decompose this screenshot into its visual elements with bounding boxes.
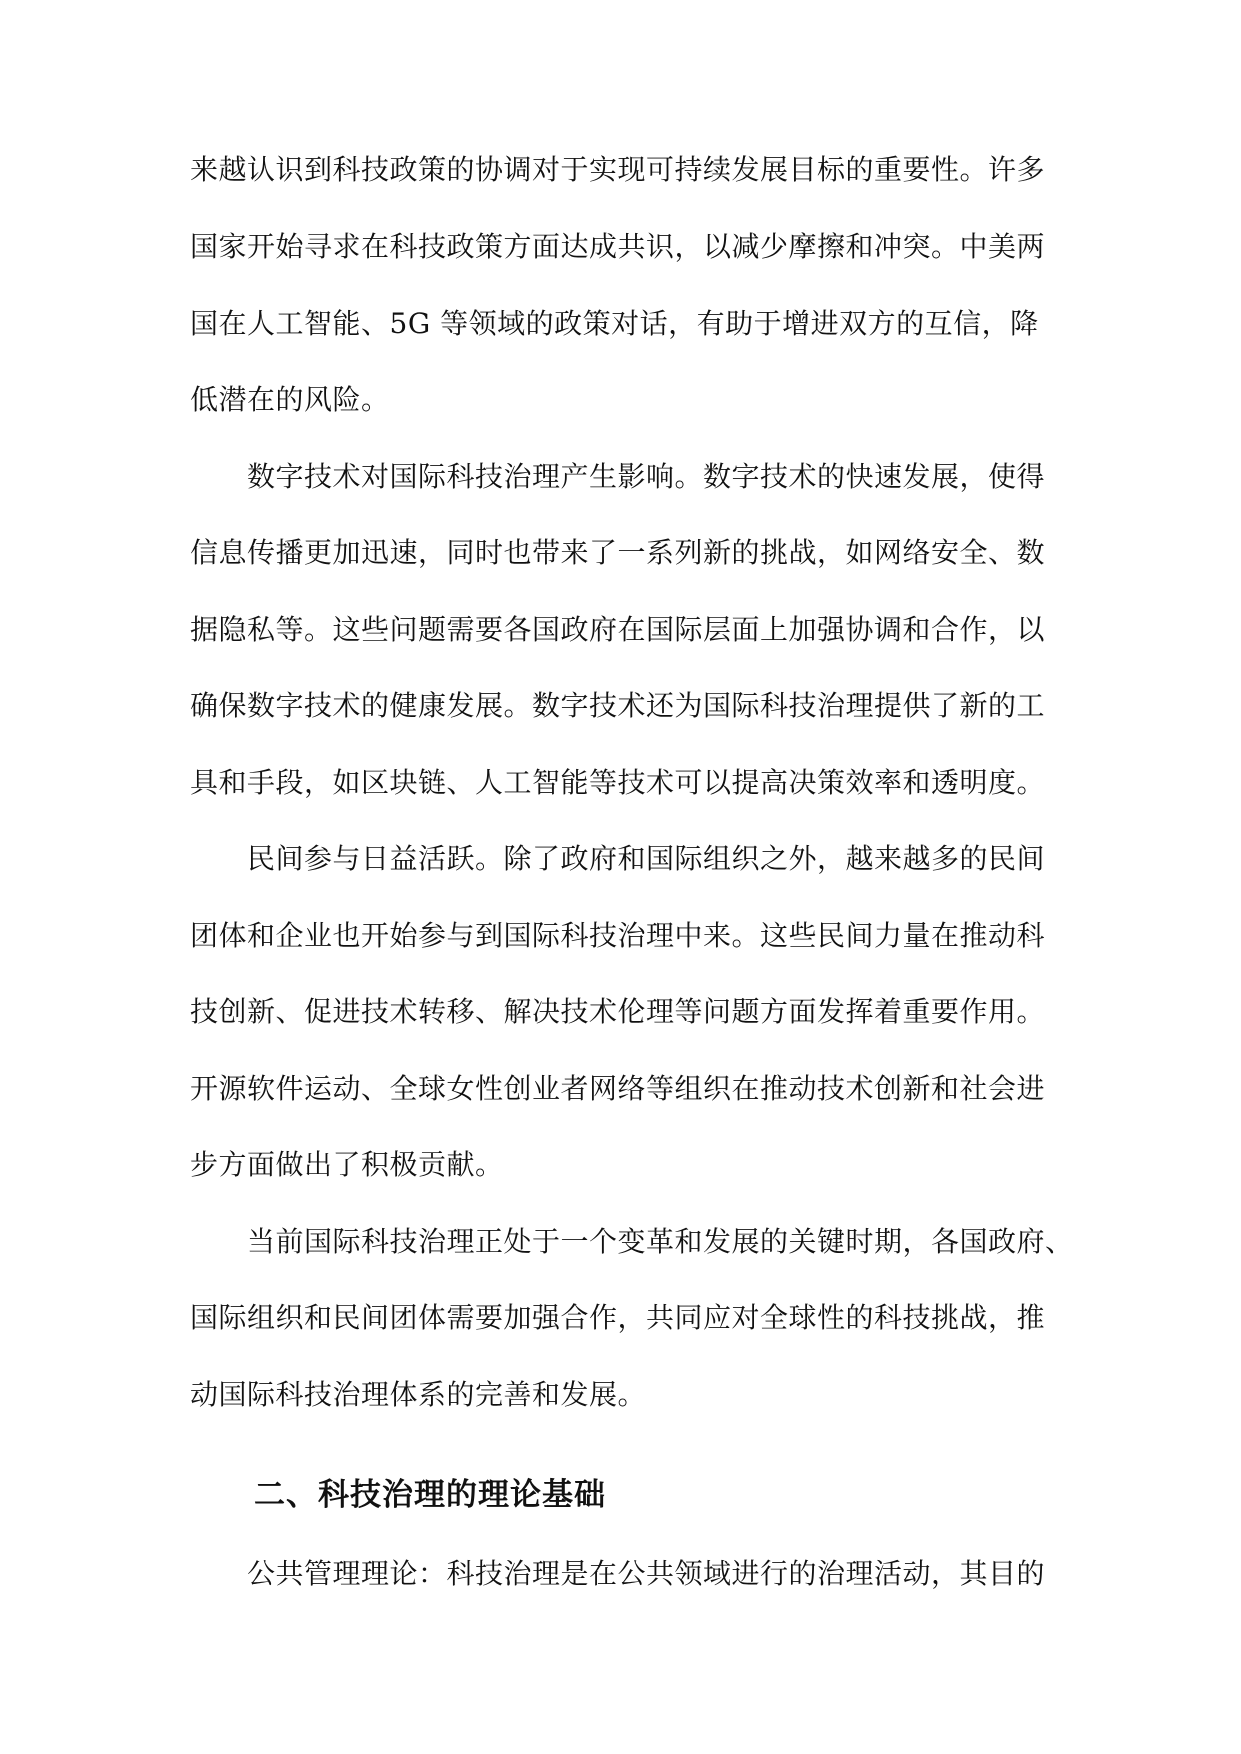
paragraph-line: 开源软件运动、全球女性创业者网络等组织在推动技术创新和社会进 bbox=[190, 1072, 1046, 1105]
paragraph-line: 步方面做出了积极贡献。 bbox=[190, 1148, 504, 1181]
section-heading: 二、科技治理的理论基础 bbox=[254, 1477, 606, 1513]
paragraph-line: 信息传播更加迅速，同时也带来了一系列新的挑战，如网络安全、数 bbox=[190, 536, 1046, 569]
paragraph-line: 来越认识到科技政策的协调对于实现可持续发展目标的重要性。许多 bbox=[190, 153, 1046, 186]
paragraph-line: 公共管理理论：科技治理是在公共领域进行的治理活动，其目的 bbox=[247, 1557, 1046, 1590]
paragraph-line: 数字技术对国际科技治理产生影响。数字技术的快速发展，使得 bbox=[247, 460, 1046, 493]
paragraph-line: 据隐私等。这些问题需要各国政府在国际层面上加强协调和合作，以 bbox=[190, 613, 1046, 646]
paragraph-line: 国家开始寻求在科技政策方面达成共识，以减少摩擦和冲突。中美两 bbox=[190, 230, 1046, 263]
paragraph-line: 当前国际科技治理正处于一个变革和发展的关键时期，各国政府、 bbox=[247, 1225, 1074, 1258]
paragraph-line: 民间参与日益活跃。除了政府和国际组织之外，越来越多的民间 bbox=[247, 842, 1046, 875]
paragraph-line: 低潜在的风险。 bbox=[190, 383, 390, 416]
paragraph-line: 团体和企业也开始参与到国际科技治理中来。这些民间力量在推动科 bbox=[190, 919, 1046, 952]
paragraph-line: 国在人工智能、5G 等领域的政策对话，有助于增进双方的互信，降 bbox=[190, 307, 1039, 340]
paragraph-line: 具和手段，如区块链、人工智能等技术可以提高决策效率和透明度。 bbox=[190, 766, 1046, 799]
paragraph-line: 技创新、促进技术转移、解决技术伦理等问题方面发挥着重要作用。 bbox=[190, 995, 1046, 1028]
paragraph-line: 动国际科技治理体系的完善和发展。 bbox=[190, 1378, 647, 1411]
paragraph-line: 确保数字技术的健康发展。数字技术还为国际科技治理提供了新的工 bbox=[190, 689, 1046, 722]
paragraph-line: 国际组织和民间团体需要加强合作，共同应对全球性的科技挑战，推 bbox=[190, 1301, 1046, 1334]
